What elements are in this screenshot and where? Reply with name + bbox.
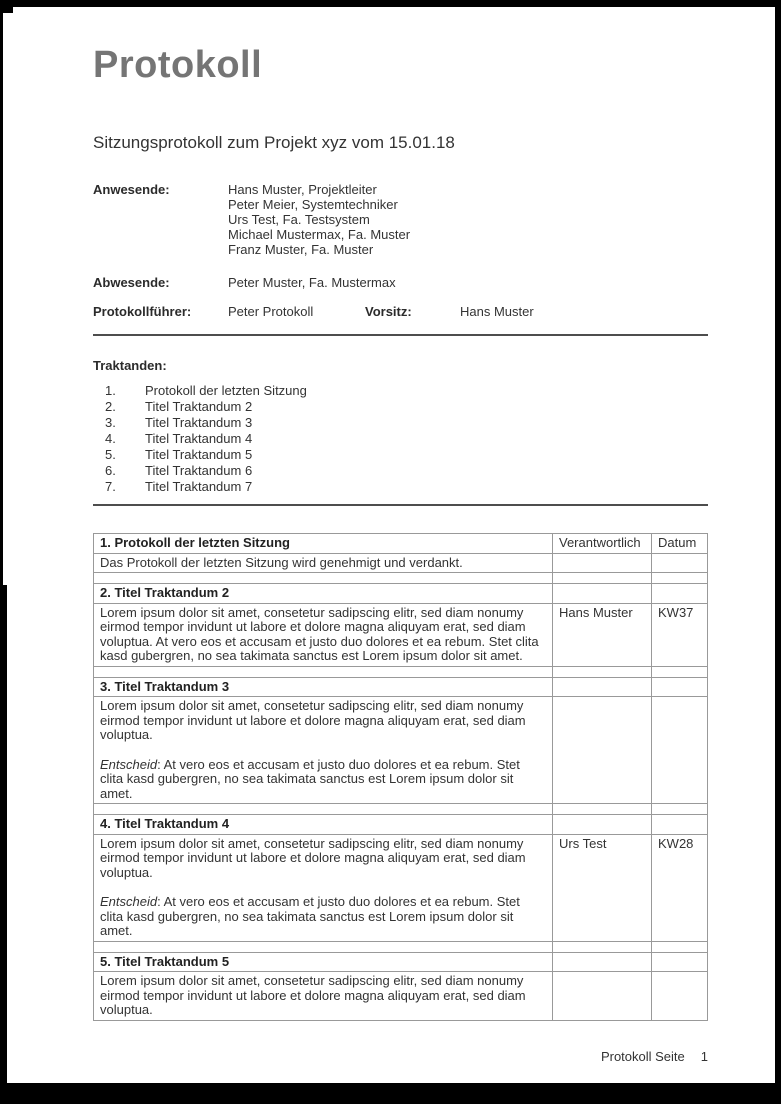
section-heading-cell: 3. Titel Traktandum 3 [94,677,553,697]
section-text-cell [94,697,553,804]
footer-page-number: 1 [700,1048,708,1064]
section-heading-row [94,815,708,835]
section-heading-cell: 1. Protokoll der letzten Sitzung [94,534,553,554]
traktanden-item-number: 6. [105,463,116,478]
spacer-cell [553,666,652,677]
spacer-cell [652,941,708,952]
section-paragraph [100,699,546,743]
verantwortlich-cell: Hans Muster [553,603,652,666]
section-paragraph [100,837,546,881]
traktanden-item-number: 1. [105,383,116,398]
section-text-cell [94,603,553,666]
protocol-table-body [94,534,708,1021]
spacer-cell [553,941,652,952]
spacer-cell [652,804,708,815]
empty-cell [652,584,708,604]
footer-label: Protokoll Seite [600,1048,685,1064]
traktanden-label: Traktanden: [93,358,167,373]
scan-edge-top [0,0,781,7]
section-paragraph [100,606,546,664]
paragraph-text: Lorem ipsum dolor sit amet, consetetur sadipscing elitr, sed diam nonumy eirmod tempor invidunt ut labore et dolore magna aliquyam erat, sed diam voluptua. [100,973,526,1017]
section-text-cell [94,834,553,941]
traktanden-item-number: 3. [105,415,116,430]
empty-cell [652,815,708,835]
traktanden-item [93,383,708,399]
datum-cell: KW37 [652,603,708,666]
column-header-datum: Datum [652,534,708,554]
traktanden-section [93,358,708,495]
attendee-line: Urs Test, Fa. Testsystem [228,212,370,227]
traktanden-item [93,463,708,479]
empty-cell [553,815,652,835]
abwesende-label: Abwesende: [93,275,170,290]
paragraph-text: Lorem ipsum dolor sit amet, consetetur sadipscing elitr, sed diam nonumy eirmod tempor invidunt ut labore et dolore magna aliquyam erat, sed diam voluptua. [100,835,526,880]
attendee-line: Hans Muster, Projektleiter [228,182,377,197]
section-heading-row [94,952,708,972]
spacer-cell [94,941,553,952]
spacer-cell [94,573,553,584]
meta-section [93,182,708,319]
section-text-cell [94,553,553,573]
spacer-cell [652,573,708,584]
spacer-row [94,573,708,584]
divider-bottom [93,504,708,506]
traktanden-list [93,383,708,495]
spacer-row [94,941,708,952]
traktanden-item [93,431,708,447]
protokollfuehrer-value: Peter Protokoll [228,304,314,319]
spacer-row [94,666,708,677]
scan-edge-bottom [0,1083,781,1104]
traktanden-item [93,399,708,415]
page-title: Protokoll [93,44,263,86]
section-content-row [94,697,708,804]
vorsitz-value: Hans Muster [460,304,534,319]
attendee-line: Michael Mustermax, Fa. Muster [228,227,411,242]
section-heading-cell: 5. Titel Traktandum 5 [94,952,553,972]
document-subtitle: Sitzungsprotokoll zum Projekt xyz vom 15.01.18 [93,133,455,152]
scan-edge-left-thick [0,585,7,1104]
attendee-line: Franz Muster, Fa. Muster [228,242,374,257]
section-heading-row [94,584,708,604]
section-content-row [94,553,708,573]
vorsitz-label: Vorsitz: [365,304,412,319]
traktanden-item-number: 5. [105,447,116,462]
section-paragraph [100,758,546,802]
paragraph-text: : At vero eos et accusam et justo duo dolores et ea rebum. Stet clita kasd gubergren, no sea takimata sanctus est Lorem ipsum dolor sit amet. [100,894,520,938]
datum-cell [652,972,708,1021]
verantwortlich-cell [553,972,652,1021]
scan-edge-left-thin [0,0,3,585]
traktanden-item [93,479,708,495]
protokollfuehrer-row [93,304,708,319]
anwesende-row [93,182,708,257]
section-heading-cell: 4. Titel Traktandum 4 [94,815,553,835]
traktanden-item-text: Titel Traktandum 6 [145,463,253,478]
spacer-cell [652,666,708,677]
verantwortlich-cell [553,697,652,804]
anwesende-label: Anwesende: [93,182,170,197]
empty-cell [553,952,652,972]
abwesende-row [93,275,708,290]
spacer-cell [94,666,553,677]
empty-cell [553,677,652,697]
scan-edge-right [775,0,781,1104]
traktanden-item-number: 7. [105,479,116,494]
verantwortlich-cell: Urs Test [553,834,652,941]
paragraph-text: Lorem ipsum dolor sit amet, consetetur sadipscing elitr, sed diam nonumy eirmod tempor invidunt ut labore et dolore magna aliquyam erat, sed diam voluptua. [100,698,526,742]
section-paragraph [100,974,546,1018]
traktanden-item [93,415,708,431]
section-content-row [94,834,708,941]
traktanden-item-number: 2. [105,399,116,414]
empty-cell [652,677,708,697]
traktanden-item-text: Titel Traktandum 2 [145,399,253,414]
abwesende-value: Peter Muster, Fa. Mustermax [228,275,396,290]
empty-cell [652,952,708,972]
paragraph-text: Das Protokoll der letzten Sitzung wird genehmigt und verdankt. [100,554,463,570]
spacer-cell [553,804,652,815]
column-header-verantwortlich: Verantwortlich [553,534,652,554]
protokollfuehrer-label: Protokollführer: [93,304,192,319]
section-heading-row [94,677,708,697]
traktanden-item [93,447,708,463]
paragraph-lead-italic: Entscheid [100,756,158,772]
section-paragraph [100,556,546,571]
empty-cell [553,584,652,604]
verantwortlich-cell [553,553,652,573]
traktanden-item-number: 4. [105,431,116,446]
page-footer [93,1049,708,1064]
datum-cell [652,553,708,573]
section-paragraph [100,895,546,939]
section-content-row [94,972,708,1021]
protocol-table [93,533,708,1021]
section-text-cell [94,972,553,1021]
datum-cell [652,697,708,804]
anwesende-list [228,182,708,257]
section-heading-cell: 2. Titel Traktandum 2 [94,584,553,604]
traktanden-item-text: Protokoll der letzten Sitzung [145,383,307,398]
traktanden-item-text: Titel Traktandum 3 [145,415,253,430]
traktanden-item-text: Titel Traktandum 7 [145,479,253,494]
spacer-cell [553,573,652,584]
spacer-cell [94,804,553,815]
section-content-row [94,603,708,666]
paragraph-text: Lorem ipsum dolor sit amet, consetetur sadipscing elitr, sed diam nonumy eirmod tempor invidunt ut labore et dolore magna aliquyam erat, sed diam voluptua. At vero eos et accusam et justo duo dolores et ea rebum. Stet clita kasd gubergren, no sea takimata sanctus est Lorem ipsum dolor sit amet. [100,604,539,663]
divider-top [93,334,708,336]
paragraph-text: : At vero eos et accusam et justo duo dolores et ea rebum. Stet clita kasd gubergren, no sea takimata sanctus est Lorem ipsum dolor sit amet. [100,756,520,801]
traktanden-item-text: Titel Traktandum 5 [145,447,253,462]
table-header-row [94,534,708,554]
traktanden-item-text: Titel Traktandum 4 [145,431,253,446]
spacer-row [94,804,708,815]
attendee-line: Peter Meier, Systemtechniker [228,197,398,212]
paragraph-lead-italic: Entscheid [100,894,158,909]
datum-cell: KW28 [652,834,708,941]
